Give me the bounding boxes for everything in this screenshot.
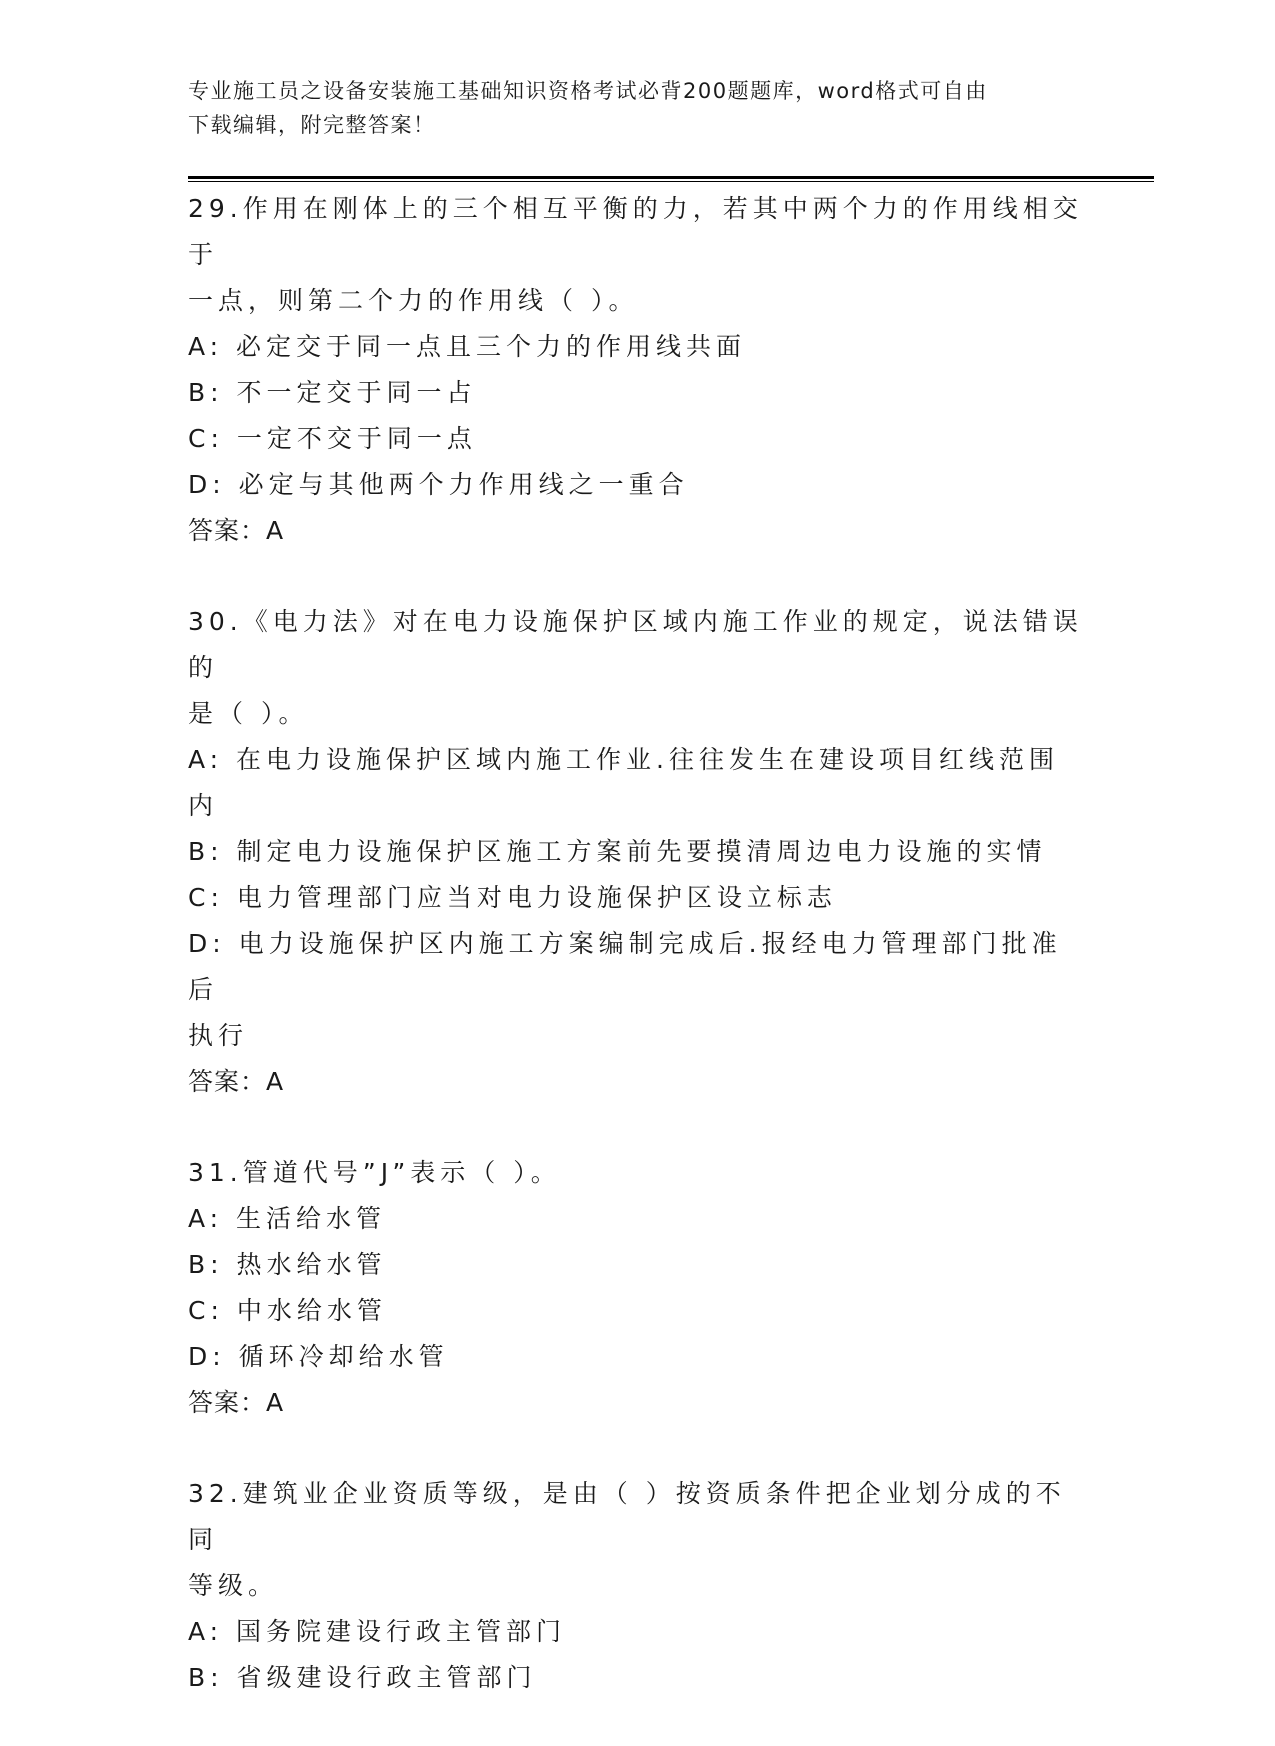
question-stem-line: 30.《电力法》对在电力设施保护区域内施工作业的规定，说法错误的 xyxy=(188,607,1083,682)
question-32 xyxy=(188,1471,1088,1701)
option-d-continuation: 执行 xyxy=(188,1021,249,1050)
option-a: A: 必定交于同一点且三个力的作用线共面 xyxy=(188,332,747,361)
question-stem-line: 是（ ）。 xyxy=(188,699,309,728)
document-header xyxy=(188,74,1068,142)
header-title-line-1: 专业施工员之设备安装施工基础知识资格考试必背200题题库，word格式可自由 xyxy=(188,79,988,103)
question-30 xyxy=(188,599,1088,1105)
option-b: B: 制定电力设施保护区施工方案前先要摸清周边电力设施的实情 xyxy=(188,837,1047,866)
header-divider-thick xyxy=(188,176,1154,179)
option-a: A: 生活给水管 xyxy=(188,1204,387,1233)
answer-line: 答案：A xyxy=(188,1388,285,1417)
header-title-line-2: 下载编辑，附完整答案！ xyxy=(188,113,436,137)
option-c: C: 一定不交于同一点 xyxy=(188,424,477,453)
question-list xyxy=(188,186,1088,1746)
option-b: B: 省级建设行政主管部门 xyxy=(188,1663,537,1692)
option-b: B: 不一定交于同一占 xyxy=(188,378,477,407)
question-stem-line: 29.作用在刚体上的三个相互平衡的力，若其中两个力的作用线相交于 xyxy=(188,194,1083,269)
question-stem-line: 31.管道代号”J”表示（ ）。 xyxy=(188,1158,561,1187)
option-b: B: 热水给水管 xyxy=(188,1250,387,1279)
question-stem-line: 32.建筑业企业资质等级，是由（ ）按资质条件把企业划分成的不同 xyxy=(188,1479,1066,1554)
question-29 xyxy=(188,186,1088,554)
answer-line: 答案：A xyxy=(188,1067,285,1096)
option-a: A: 国务院建设行政主管部门 xyxy=(188,1617,567,1646)
option-d: D: 电力设施保护区内施工方案编制完成后.报经电力管理部门批准后 xyxy=(188,929,1062,1004)
option-a: A: 在电力设施保护区域内施工作业.往往发生在建设项目红线范围内 xyxy=(188,745,1059,820)
question-31 xyxy=(188,1150,1088,1426)
answer-line: 答案：A xyxy=(188,516,285,545)
option-c: C: 中水给水管 xyxy=(188,1296,387,1325)
question-stem-line: 一点，则第二个力的作用线（ ）。 xyxy=(188,286,639,315)
option-c: C: 电力管理部门应当对电力设施保护区设立标志 xyxy=(188,883,837,912)
option-d: D: 循环冷却给水管 xyxy=(188,1342,449,1371)
header-divider-thin xyxy=(188,181,1154,182)
option-d: D: 必定与其他两个力作用线之一重合 xyxy=(188,470,689,499)
question-stem-line: 等级。 xyxy=(188,1571,279,1600)
